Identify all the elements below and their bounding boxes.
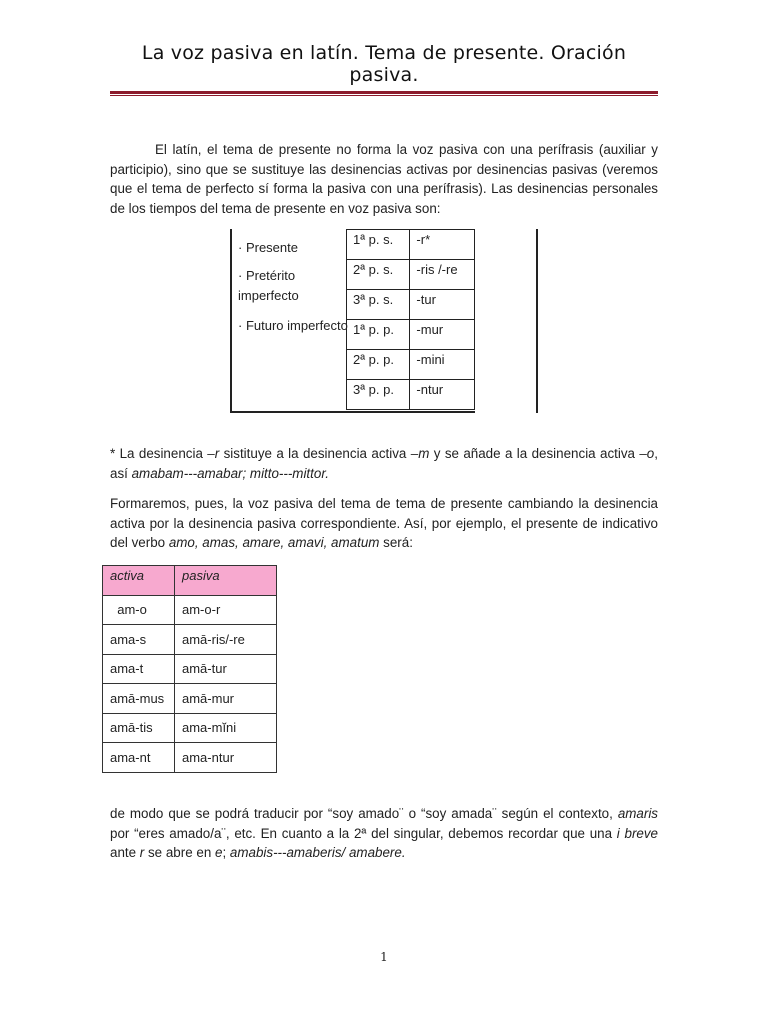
table-row: [103, 713, 277, 743]
activa-cell: amā-mus: [103, 684, 175, 714]
ending-cell: -ntur: [410, 380, 475, 410]
table-border-bottom: [230, 411, 475, 413]
title-rule-thick: [110, 91, 658, 94]
header-pasiva: pasiva: [175, 566, 277, 596]
activa-cell: ama-nt: [103, 743, 175, 773]
person-cell: 2ª p. s.: [347, 260, 410, 290]
table-border-left: [230, 229, 232, 413]
ending-cell: -ris /-re: [410, 260, 475, 290]
title-rule-thin: [110, 95, 658, 96]
tense-preterito-imperfecto: · Pretérito imperfecto: [238, 268, 299, 303]
page-number: 1: [380, 950, 388, 964]
table-row: [347, 290, 475, 320]
pasiva-cell: amā-tur: [175, 654, 277, 684]
pasiva-cell: ama-ntur: [175, 743, 277, 773]
pasiva-cell: ama-mĭni: [175, 713, 277, 743]
activa-cell: am-o: [103, 595, 175, 625]
tense-futuro-imperfecto: · Futuro imperfecto: [238, 318, 348, 333]
person-cell: 2ª p. p.: [347, 350, 410, 380]
footnote-paragraph: * La desinencia –r sistituye a la desinencia activa –m y se añade a la desinencia activa –o, así amabam---amabar; mitto---mittor.: [110, 446, 658, 481]
endings-grid: [346, 229, 475, 410]
activa-cell: ama-t: [103, 654, 175, 684]
activa-cell: amā-tis: [103, 713, 175, 743]
table-row: [347, 350, 475, 380]
table-row: [347, 320, 475, 350]
table-row: [103, 625, 277, 655]
ending-cell: -tur: [410, 290, 475, 320]
endings-table: [230, 229, 538, 413]
intro-paragraph: El latín, el tema de presente no forma la voz pasiva con una perífrasis (auxiliar y participio), sino que se sustituye las desinencias activas por desinencias pasivas (veremos que el tema de perfecto sí forma la pasiva con una perífrasis). Las desinencias personales de los tiempos del tema de presente en voz pasiva son:: [110, 142, 658, 216]
table-row: [103, 654, 277, 684]
person-cell: 1ª p. s.: [347, 230, 410, 260]
person-cell: 1ª p. p.: [347, 320, 410, 350]
translation-paragraph: de modo que se podrá traducir por “soy amado¨ o “soy amada¨ según el contexto, amaris por “eres amado/a¨, etc. En cuanto a la 2ª del singular, debemos recordar que una i breve ante r se abre en e; amabis---amaberis/ amabere.: [110, 806, 658, 860]
table-row: [103, 595, 277, 625]
person-cell: 3ª p. p.: [347, 380, 410, 410]
tense-presente: · Presente: [238, 240, 298, 255]
explanation-paragraph: Formaremos, pues, la voz pasiva del tema de tema de presente cambiando la desinencia activa por la desinencia pasiva correspondiente. Así, por ejemplo, el presente de indicativo del verbo amo, amas, amare, amavi, amatum será:: [110, 496, 658, 550]
table-header-row: [103, 566, 277, 596]
activa-cell: ama-s: [103, 625, 175, 655]
table-border-right: [536, 229, 538, 413]
table-row: [103, 743, 277, 773]
tense-list: [238, 238, 348, 346]
page-title: La voz pasiva en latín. Tema de presente. Oración pasiva.: [141, 42, 627, 86]
pasiva-cell: amā-ris/-re: [175, 625, 277, 655]
table-row: [103, 684, 277, 714]
header-activa: activa: [103, 566, 175, 596]
person-cell: 3ª p. s.: [347, 290, 410, 320]
table-row: [347, 230, 475, 260]
table-row: [347, 260, 475, 290]
table-row: [347, 380, 475, 410]
ending-cell: -r*: [410, 230, 475, 260]
ending-cell: -mur: [410, 320, 475, 350]
pasiva-cell: amā-mur: [175, 684, 277, 714]
conjugation-table: [102, 565, 277, 773]
pasiva-cell: am-o-r: [175, 595, 277, 625]
ending-cell: -mini: [410, 350, 475, 380]
